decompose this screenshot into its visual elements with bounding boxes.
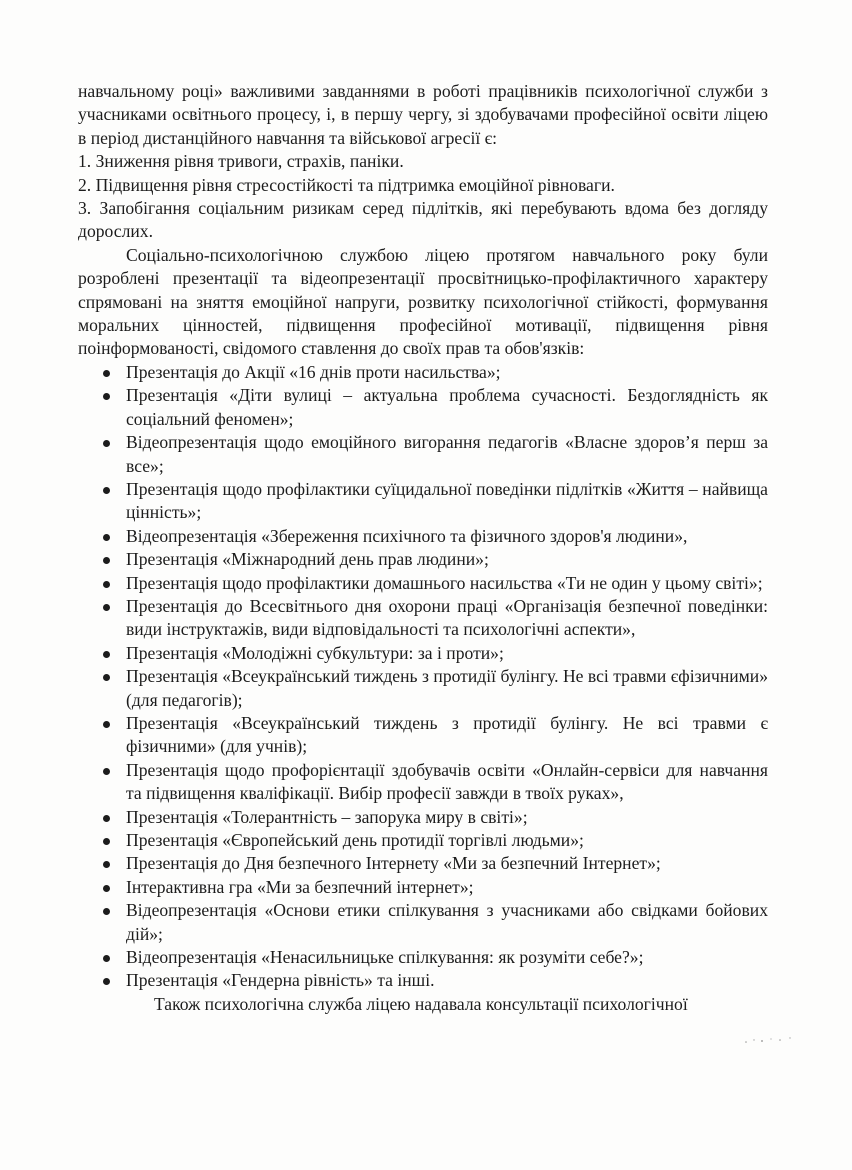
list-item-text: Презентація до Всесвітнього дня охорони праці «Організація безпечної поведінки: види інструктажів, види відповідальності та психологічні аспекти», [126,595,768,640]
bullet-icon [103,604,110,611]
list-item [78,478,768,525]
bullet-icon [103,581,110,588]
list-item-text: Презентація «Всеукраїнський тиждень з протидії булінгу. Не всі травми є фізичними» (для учнів); [126,712,768,757]
bullet-icon [103,908,110,915]
intro-paragraph: навчальному році» важливими завданнями в роботі працівників психологічної служби з учасниками освітнього процесу, і, в першу чергу, зі здобувачами професійної освіти ліцею в період дистанційного навчання та військової агресії є: [78,81,768,148]
list-item-text: Презентація «Всеукраїнський тиждень з протидії булінгу. Не всі травми єфізичними» (для педагогів); [126,666,768,710]
task-3: 3. Запобігання соціальним ризикам серед підлітків, які перебувають вдома без догляду дорослих. [78,198,768,242]
task-2: 2. Підвищення рівня стресостійкості та підтримка емоційної рівноваги. [78,174,615,195]
bullet-icon [103,721,110,728]
list-item-text: Презентація «Діти вулиці – актуальна проблема сучасності. Бездоглядність як соціальний феномен»; [126,385,768,429]
list-item [78,759,768,806]
list-item [78,642,768,665]
list-item-text: Презентація «Молодіжні субкультури: за і проти»; [126,642,504,663]
list-item [78,572,768,595]
list-item [78,525,768,548]
bullet-icon [103,370,110,377]
list-item-text: Презентація щодо профорієнтації здобувачів освіти «Онлайн-сервіси для навчання та підвищення кваліфікації. Вибір професії завжди в твоїх руках», [126,759,768,804]
list-item [78,969,768,992]
list-item-text: Відеопрезентація щодо емоційного вигорання педагогів «Власне здоров’я перш за все»; [126,432,768,476]
list-item [78,829,768,852]
bullet-icon [103,978,110,985]
bullet-icon [103,557,110,564]
list-item [78,361,768,384]
main-paragraph: Соціально-психологічною службою ліцею протягом навчального року були розроблені презентації та відеопрезентації просвітницько-профілактичного характеру спрямовані на зняття емоційної напруги, розвитку психологічної стійкості, формування моральних цінностей, підвищення професійної мотивації, підвищення рівня поінформованості, свідомого ставлення до своїх прав та обов'язків: [78,244,768,359]
list-item [78,665,768,712]
list-item-text: Презентація щодо профілактики домашнього насильства «Ти не один у цьому світі»; [126,572,763,593]
presentations-list [78,361,768,993]
list-item-text: Презентація щодо профілактики суїцидальної поведінки підлітків «Життя – найвища цінність»; [126,478,768,523]
list-item [78,595,768,642]
list-item-text: Презентація «Толерантність – запорука миру в світі»; [126,806,528,827]
bullet-icon [103,534,110,541]
list-item-text: Інтерактивна гра «Ми за безпечний інтернет»; [126,876,474,897]
scan-specks [740,1034,800,1048]
bullet-icon [103,393,110,400]
list-item-text: Презентація до Дня безпечного Інтернету «Ми за безпечний Інтернет»; [126,853,661,874]
bullet-icon [103,885,110,892]
bullet-icon [103,768,110,775]
list-item-text: Відеопрезентація «Основи етики спілкування з учасниками або свідками бойових дій»; [126,900,768,944]
bullet-icon [103,487,110,494]
bullet-icon [103,674,110,681]
list-item [78,548,768,571]
list-item [78,876,768,899]
list-item [78,712,768,759]
bullet-icon [103,651,110,658]
list-item [78,384,768,431]
task-1: 1. Зниження рівня тривоги, страхів, паніки. [78,151,404,172]
list-item [78,946,768,969]
list-item [78,431,768,478]
list-item-text: Презентація «Гендерна рівність» та інші. [126,970,435,991]
list-item-text: Презентація «Міжнародний день прав людини»; [126,549,489,570]
bullet-icon [103,440,110,447]
list-item [78,899,768,946]
document-body [78,80,768,1016]
list-item [78,806,768,829]
list-item-text: Відеопрезентація «Ненасильницьке спілкування: як розуміти себе?»; [126,947,644,968]
list-item-text: Презентація «Європейський день протидії торгівлі людьми»; [126,830,584,850]
bullet-icon [103,838,110,845]
bullet-icon [103,861,110,868]
bullet-icon [103,955,110,962]
closing-paragraph: Також психологічна служба ліцею надавала консультації психологічної [154,993,688,1014]
list-item-text: Презентація до Акції «16 днів проти насильства»; [126,361,501,382]
bullet-icon [103,815,110,822]
list-item-text: Відеопрезентація «Збереження психічного та фізичного здоров'я людини», [126,525,688,546]
list-item [78,852,768,875]
